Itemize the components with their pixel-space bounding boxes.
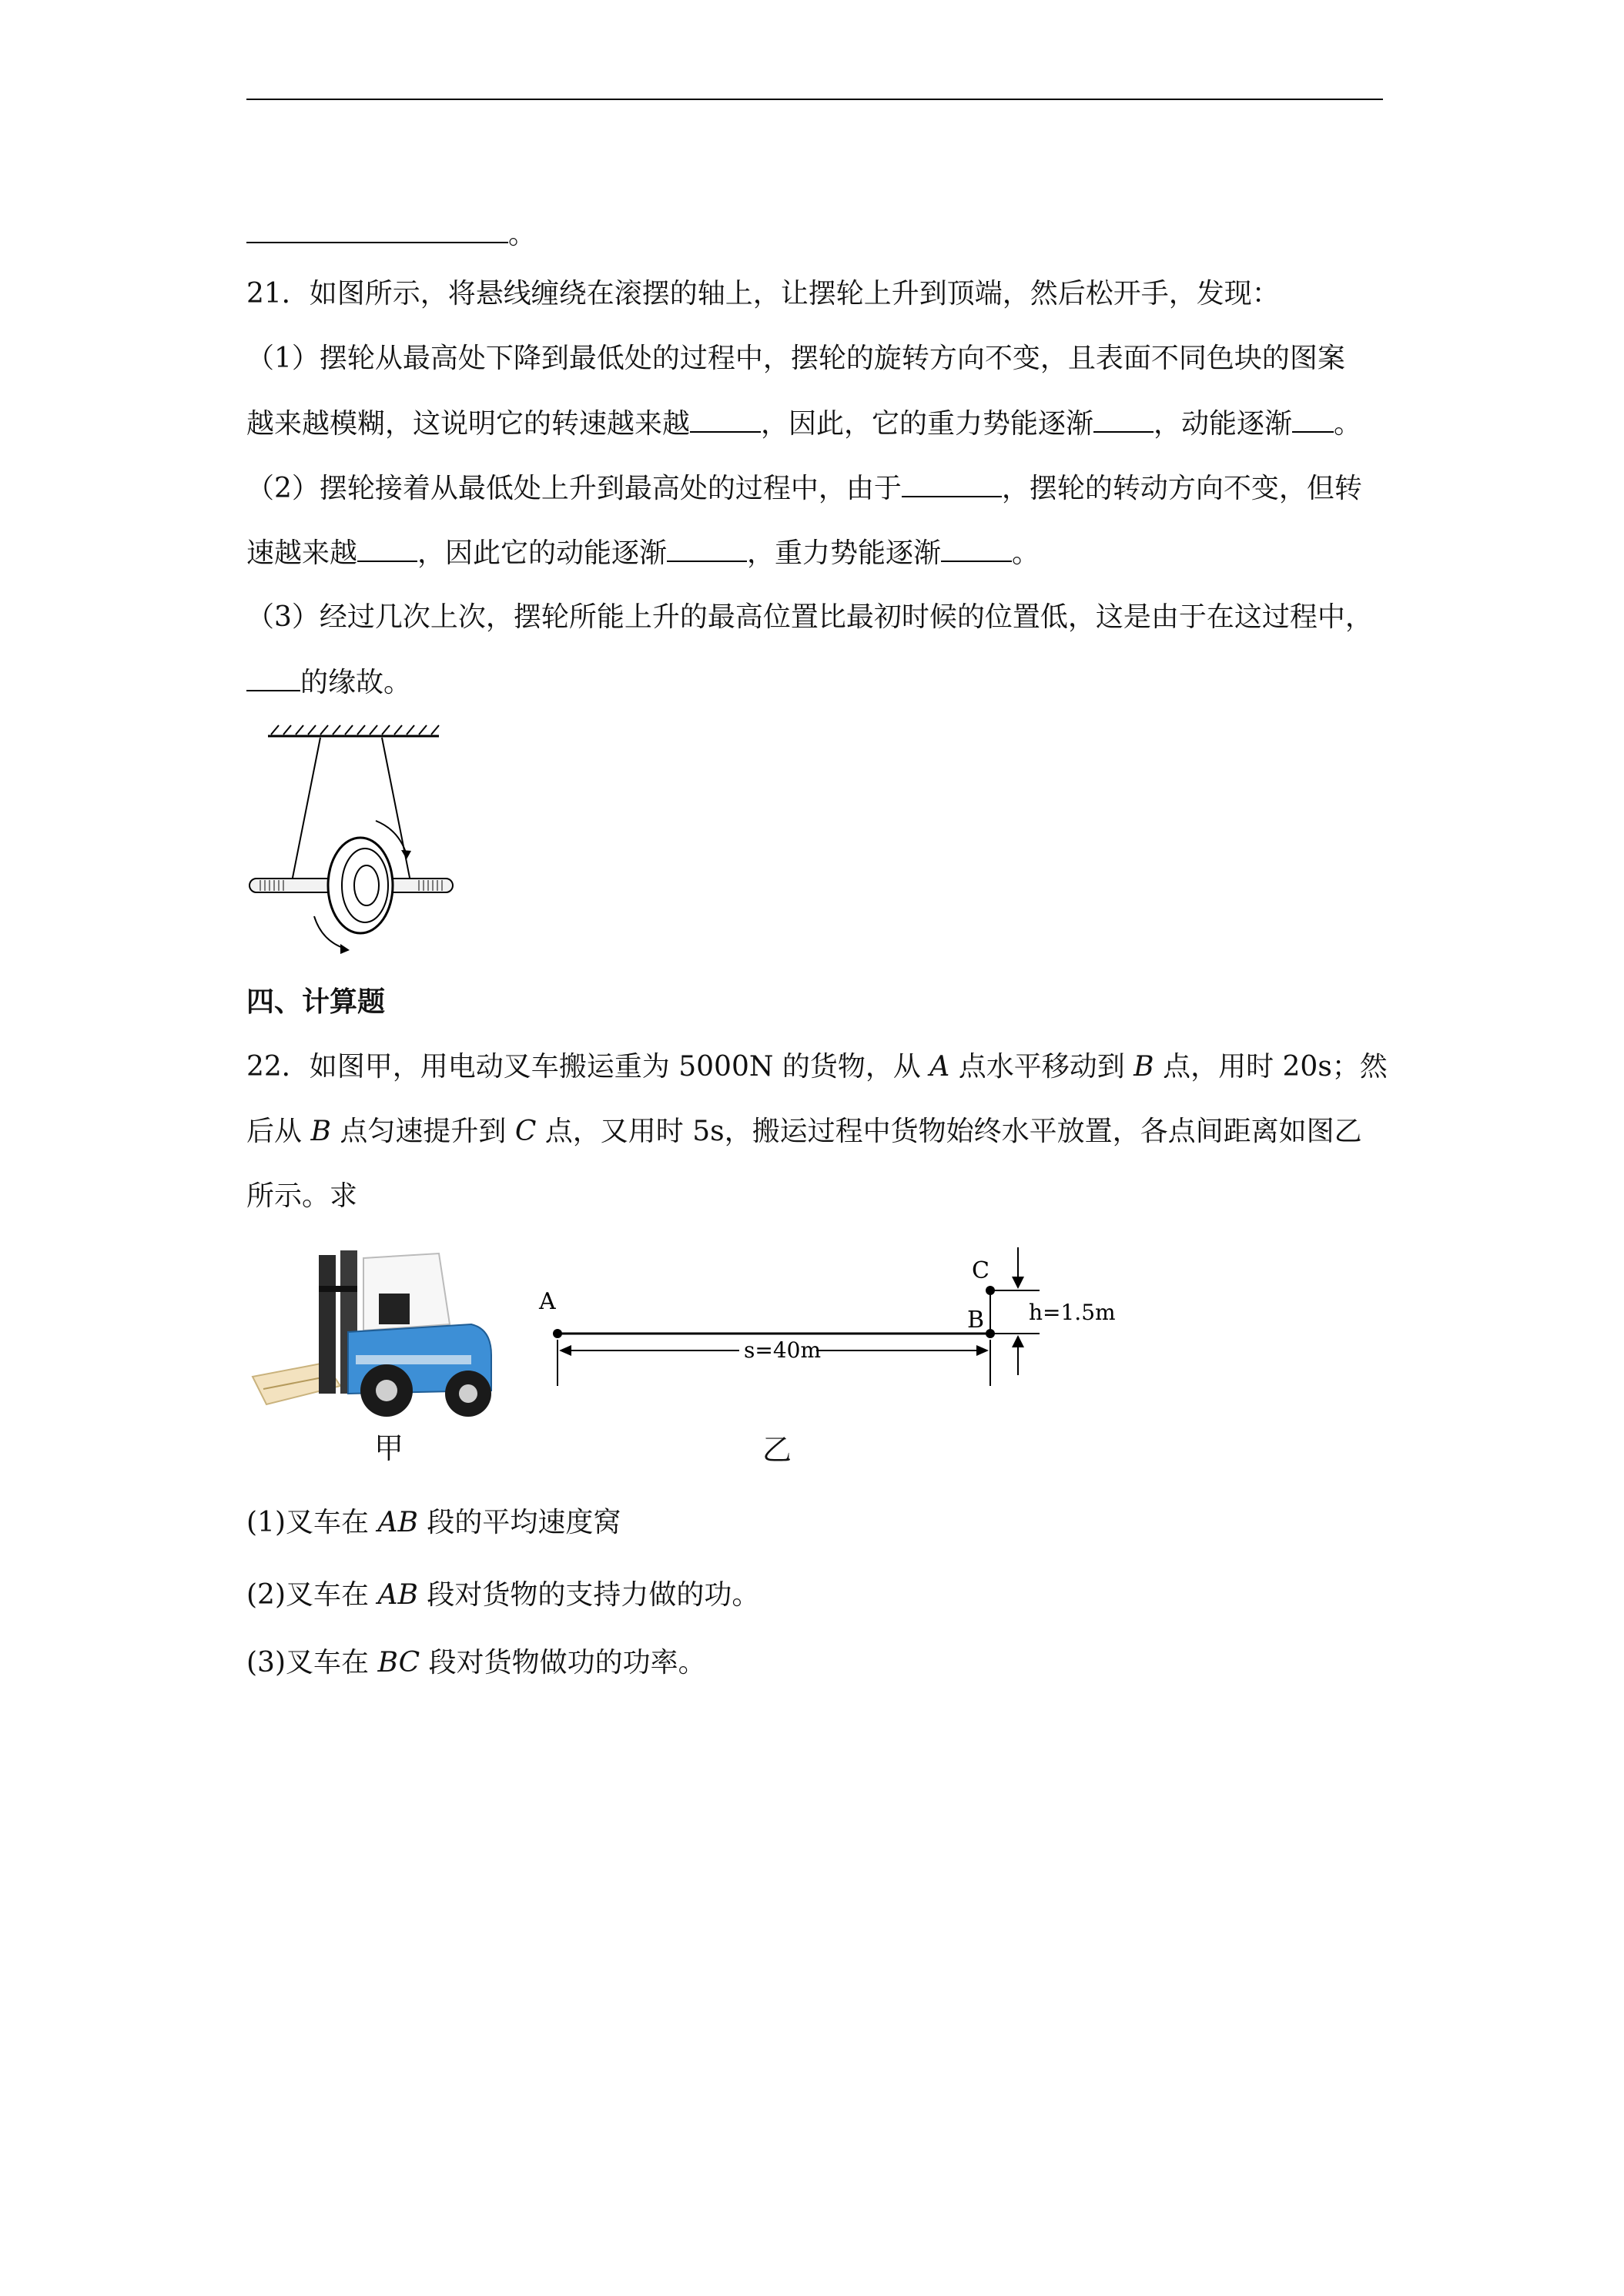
q22-sub3: (3)叉车在 BC 段对货物做功的功率。 bbox=[246, 1647, 706, 1678]
q22-sub1: (1)叉车在 AB 段的平均速度窝 bbox=[246, 1507, 621, 1538]
q21-part2-line1: （2）摆轮接着从最低处上升到最高处的过程中，由于 ，摆轮的转动方向不变，但转 bbox=[246, 470, 1362, 507]
q21-part3-line2: 的缘故。 bbox=[246, 664, 411, 701]
answer-blank[interactable] bbox=[1292, 405, 1334, 433]
mast-left bbox=[319, 1255, 336, 1394]
section-title: 四、计算题 bbox=[246, 986, 386, 1018]
prev-answer-line bbox=[246, 216, 536, 253]
point-B-label: B bbox=[967, 1307, 985, 1334]
s-dimension-label: s=40m bbox=[744, 1337, 822, 1363]
ceiling-hatching bbox=[271, 725, 439, 735]
q21-part1-line1: （1）摆轮从最高处下降到最低处的过程中，摆轮的旋转方向不变，且表面不同色块的图案 bbox=[246, 343, 1345, 374]
q22-line3: 所示。求 bbox=[246, 1180, 358, 1212]
seat bbox=[379, 1294, 410, 1324]
point-C-label: C bbox=[972, 1257, 989, 1284]
answer-blank[interactable] bbox=[941, 534, 1012, 562]
q21-stem: 21．如图所示，将悬线缠绕在滚摆的轴上，让摆轮上升到顶端，然后松开手，发现： bbox=[246, 278, 1280, 310]
q22-sub2: (2)叉车在 AB 段对货物的支持力做的功。 bbox=[246, 1579, 760, 1611]
answer-blank[interactable] bbox=[690, 405, 761, 433]
maxwell-pendulum-figure bbox=[245, 724, 460, 955]
answer-blank[interactable] bbox=[357, 534, 417, 562]
answer-blank[interactable] bbox=[246, 216, 508, 243]
left-string bbox=[291, 738, 320, 885]
q21-part1-line2: 越来越模糊，这说明它的转速越来越 ，因此，它的重力势能逐渐 ，动能逐渐 。 bbox=[246, 405, 1361, 443]
prev-tail-text: 。 bbox=[508, 219, 537, 250]
answer-blank[interactable] bbox=[246, 664, 300, 691]
caption-jia: 甲 bbox=[374, 1431, 404, 1465]
header-rule bbox=[246, 99, 1383, 100]
q22-line1: 22．如图甲，用电动叉车搬运重为 5000N 的货物，从 A 点水平移动到 B 点，用时 20s；然 bbox=[246, 1051, 1388, 1083]
wheel-hub bbox=[354, 865, 379, 905]
q22-line2: 后从 B 点匀速提升到 C 点，又用时 5s，搬运过程中货物始终水平放置，各点间距离如图乙 bbox=[246, 1116, 1362, 1147]
rotation-arrowhead-top bbox=[401, 850, 411, 859]
answer-blank[interactable] bbox=[667, 534, 747, 562]
point-A-label: A bbox=[539, 1288, 556, 1315]
answer-blank[interactable] bbox=[902, 470, 1002, 497]
forklift-figure bbox=[248, 1240, 502, 1424]
answer-blank[interactable] bbox=[1093, 405, 1154, 433]
rotation-arrowhead-bottom bbox=[340, 944, 350, 954]
distance-diagram bbox=[531, 1240, 1116, 1394]
h-dimension-label: h=1.5m bbox=[1029, 1300, 1116, 1325]
q21-part3-line1: （3）经过几次上次，摆轮所能上升的最高位置比最初时候的位置低，这是由于在这过程中， bbox=[246, 601, 1373, 633]
q21-part2-line2: 速越来越 ，因此它的动能逐渐 ，重力势能逐渐 。 bbox=[246, 534, 1040, 572]
caption-yi: 乙 bbox=[762, 1433, 792, 1467]
